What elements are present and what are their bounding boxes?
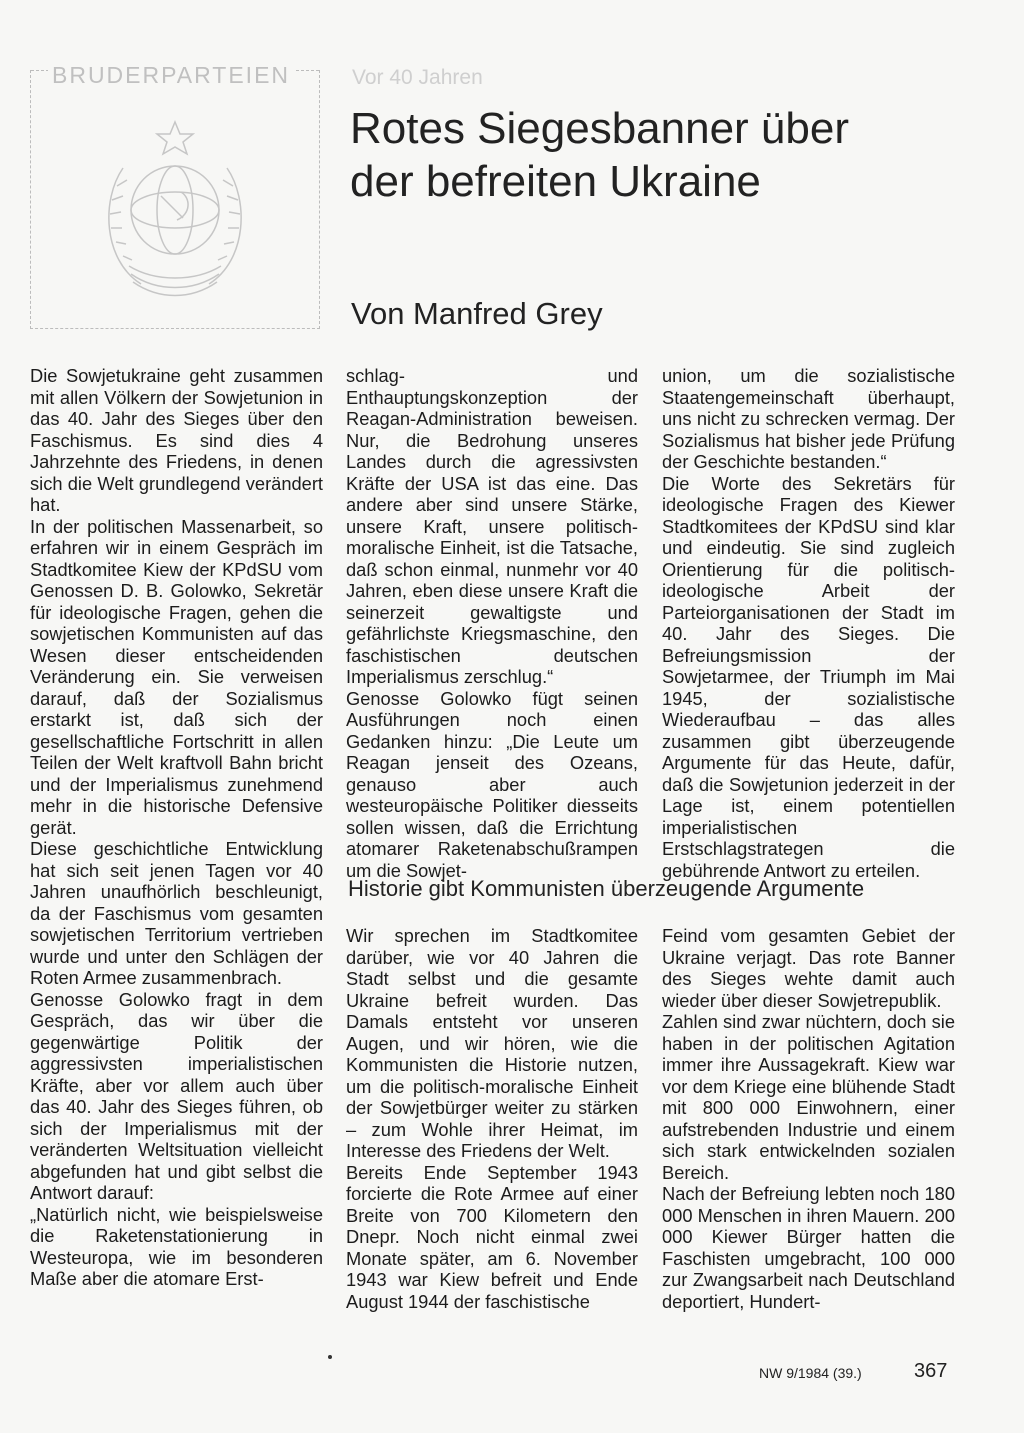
paragraph: Nach der Befreiung lebten noch 180 000 Menschen in ihren Mauern. 200 000 Kiewer Bürger hatten die Faschisten umgebracht, 100 000 zur Zwangsarbeit nach Deutschland deportiert, Hundert- — [662, 1183, 955, 1312]
column-3-lower — [662, 925, 955, 1312]
paragraph: Bereits Ende September 1943 forcierte die Rote Armee auf einer Breite von 700 Kilometern den Dnepr. Noch nicht einmal zwei Monate später, am 6. November 1943 war Kiew befreit und Ende August 1944 der faschistische — [346, 1161, 638, 1312]
paragraph: Die Worte des Sekretärs für ideologische Fragen des Kiewer Stadtkomitees der KPdSU sind klar und eindeutig. Sie sind zugleich Orientierung für die politisch-ideologische Arbeit der Parteiorganisationen der Stadt im 40. Jahr des Sieges. Die Befreiungsmission der Sowjetarmee, der Triumph im Mai 1945, der sozialistische Wiederaufbau – das alles zusammen gibt überzeugende Argumente für das Heute, dafür, daß die Sowjetunion jederzeit in der Lage ist, einem potentiellen imperialistischen Erstschlagstrategen die gebührende Antwort zu erteilen. — [662, 472, 955, 881]
section-label: BRUDERPARTEIEN — [48, 62, 294, 89]
paragraph: „Natürlich nicht, wie beispielsweise die Raketenstationierung in Westeuropa, wie im besonderen Maße aber die atomare Erst- — [30, 1203, 323, 1289]
column-1 — [30, 365, 323, 1290]
paragraph: Genosse Golowko fügt seinen Ausführungen noch einen Gedanken hinzu: „Die Leute um Reagan jenseit des Ozeans, genauso aber auch westeuropäische Politiker diesseits sollen wissen, daß die Errichtung atomarer Raketenabschußrampen um die Sowjet- — [346, 687, 638, 881]
subheading: Historie gibt Kommunisten überzeugende Argumente — [348, 876, 865, 901]
paragraph: schlag- und Enthauptungskonzeption der Reagan-Administration beweisen. Nur, die Bedrohung unseres Landes durch die agressivsten Kräfte der USA ist das eine. Das andere aber sind unsere Stärke, unsere Kraft, unsere politisch-moralische Einheit, ist die Tatsache, daß schon einmal, nunmehr vor 40 Jahren, eben diese unsere Kraft die seinerzeit gewaltigste und gefährlichste Kriegsmaschine, den faschistischen deutschen Imperialismus zerschlug.“ — [346, 365, 638, 687]
paragraph: Die Sowjetukraine geht zusammen mit allen Völkern der Sowjetunion in das 40. Jahr des Sieges über den Faschismus. Es sind dies 4 Jahrzehnte des Friedens, in denen sich die Welt grundlegend verändert hat. — [30, 365, 323, 515]
column-3 — [662, 365, 955, 881]
column-2-lower — [346, 925, 638, 1312]
author-byline: Von Manfred Grey — [351, 296, 603, 331]
page-number: 367 — [914, 1360, 948, 1382]
paragraph: union, um die sozialistische Staatengemeinschaft überhaupt, uns nicht zu schrecken vermag. Der Sozialismus hat bisher jede Prüfung der Geschichte bestanden.“ — [662, 365, 955, 472]
paragraph: Genosse Golowko fragt in dem Gespräch, das wir über die gegenwärtige Politik der aggressivsten imperialistischen Kräfte, aber vor allem auch über das 40. Jahr des Sieges führen, ob sich der Imperialismus mit der veränderten Weltsituation vielleicht abgefunden hat und gibt selbst die Antwort darauf: — [30, 988, 323, 1203]
issue-reference: NW 9/1984 (39.) — [759, 1365, 862, 1381]
column-2 — [346, 365, 638, 881]
soviet-emblem-icon — [31, 70, 319, 328]
paragraph: In der politischen Massenarbeit, so erfahren wir in einem Gespräch im Stadtkomitee Kiew der KPdSU vom Genossen D. B. Golowko, Sekretär für ideologische Fragen, gehen die sowjetischen Kommunisten auf das Wesen dieser entscheidenden Veränderung ein. Sie verweisen darauf, daß der Sozialismus erstarkt ist, daß sich der gesellschaftliche Fortschritt in allen Teilen der Welt kraftvoll Bahn bricht und der Imperialismus zunehmend mehr in die historische Defensive gerät. — [30, 515, 323, 838]
title-line-1: Rotes Siegesbanner über — [350, 104, 849, 153]
paragraph: Diese geschichtliche Entwicklung hat sich seit jenen Tagen vor 40 Jahren unaufhörlich beschleunigt, da der Faschismus vom gesamten sowjetischen Territorium vertrieben wurde und unter den Schlägen der Roten Armee zusammenbrach. — [30, 838, 323, 988]
kicker: Vor 40 Jahren — [352, 66, 483, 89]
title-line-2: der befreiten Ukraine — [350, 157, 761, 206]
print-speck — [328, 1355, 332, 1359]
emblem-frame — [30, 70, 320, 329]
paragraph: Zahlen sind zwar nüchtern, doch sie haben in der politischen Agitation immer ihre Aussagekraft. Kiew war vor dem Kriege eine blühende Stadt mit 800 000 Einwohnern, einer aufstrebenden Industrie und einem sich stark entwickelnden sozialen Bereich. — [662, 1011, 955, 1183]
article-title — [350, 102, 849, 208]
paragraph: Feind vom gesamten Gebiet der Ukraine verjagt. Das rote Banner des Sieges wehte damit auch wieder über dieser Sowjetrepublik. — [662, 925, 955, 1011]
paragraph: Wir sprechen im Stadtkomitee darüber, wie vor 40 Jahren die Stadt selbst und die gesamte Ukraine befreit wurden. Das Damals entsteht vor unseren Augen, und wir hören, wie die Kommunisten die Historie nutzen, um die politisch-moralische Einheit der Sowjetbürger weiter zu stärken – zum Wohle ihrer Heimat, im Interesse des Friedens der Welt. — [346, 925, 638, 1161]
